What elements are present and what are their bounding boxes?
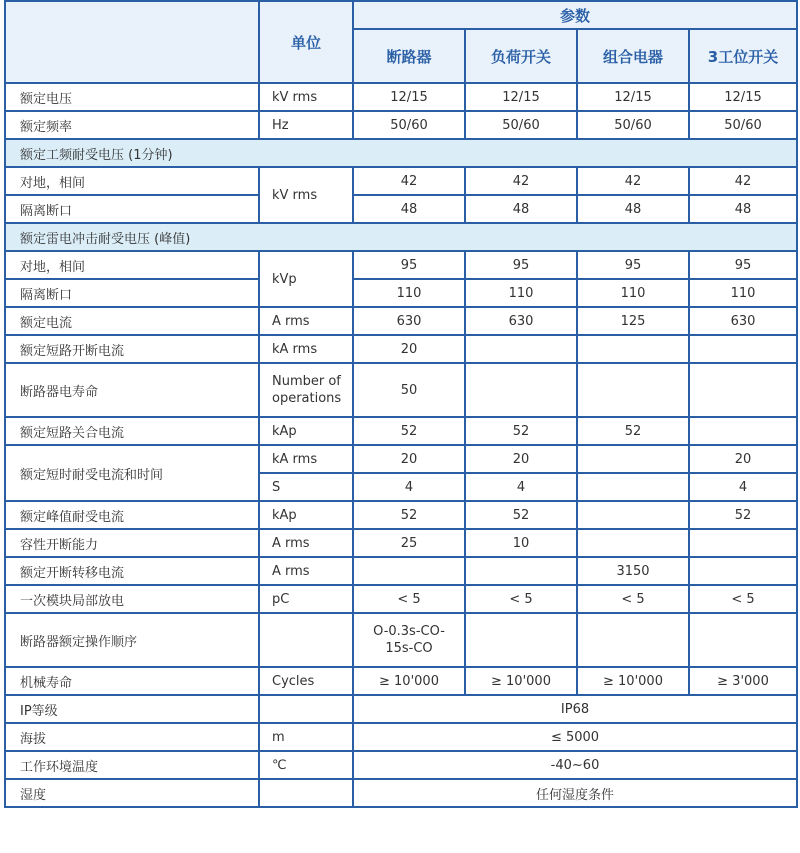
cell-merged: -40~60 <box>353 751 797 779</box>
cell: 52 <box>353 501 465 529</box>
row-label: IP等级 <box>5 695 259 723</box>
table-row <box>5 667 797 695</box>
table-row <box>5 251 797 279</box>
table-row <box>5 195 797 223</box>
table-row <box>5 695 797 723</box>
row-label: 额定短路开断电流 <box>5 335 259 363</box>
row-label: 额定短路关合电流 <box>5 417 259 445</box>
cell <box>689 417 797 445</box>
row-label: 一次模块局部放电 <box>5 585 259 613</box>
cell: 48 <box>577 195 689 223</box>
cell: 12/15 <box>577 83 689 111</box>
cell: < 5 <box>689 585 797 613</box>
cell <box>353 613 465 667</box>
cell: 95 <box>689 251 797 279</box>
row-unit: A rms <box>259 557 353 585</box>
cell: 110 <box>577 279 689 307</box>
table-row <box>5 779 797 807</box>
cell: 20 <box>353 335 465 363</box>
cell: < 5 <box>465 585 577 613</box>
cell: 110 <box>465 279 577 307</box>
row-unit: S <box>259 473 353 501</box>
header-blank <box>5 1 259 83</box>
header-col-3pos-switch: 3工位开关 <box>689 29 797 83</box>
row-unit <box>259 779 353 807</box>
cell-merged: IP68 <box>353 695 797 723</box>
cell: 12/15 <box>353 83 465 111</box>
cell: 50/60 <box>465 111 577 139</box>
cell: < 5 <box>577 585 689 613</box>
cell <box>577 445 689 473</box>
cell: ≥ 3'000 <box>689 667 797 695</box>
row-label: 隔离断口 <box>5 195 259 223</box>
table-row <box>5 279 797 307</box>
table-row <box>5 111 797 139</box>
row-unit: A rms <box>259 307 353 335</box>
row-unit: Cycles <box>259 667 353 695</box>
row-label: 对地，相间 <box>5 251 259 279</box>
cell <box>465 363 577 417</box>
row-unit: kAp <box>259 501 353 529</box>
row-label: 断路器电寿命 <box>5 363 259 417</box>
row-unit: kVp <box>259 251 353 307</box>
cell: ≥ 10'000 <box>577 667 689 695</box>
cell <box>577 335 689 363</box>
seq-line-1: O-0.3s-CO- <box>373 624 445 639</box>
table-row <box>5 167 797 195</box>
cell <box>577 473 689 501</box>
row-unit: kV rms <box>259 83 353 111</box>
table-row <box>5 417 797 445</box>
seq-line-2: 15s-CO <box>385 641 433 656</box>
cell: 48 <box>465 195 577 223</box>
cell: 12/15 <box>465 83 577 111</box>
cell: 95 <box>577 251 689 279</box>
cell: ≥ 10'000 <box>353 667 465 695</box>
cell <box>577 529 689 557</box>
cell <box>689 363 797 417</box>
cell: ≥ 10'000 <box>465 667 577 695</box>
cell: 630 <box>465 307 577 335</box>
row-label: 对地，相间 <box>5 167 259 195</box>
cell: 50/60 <box>353 111 465 139</box>
cell: 50 <box>353 363 465 417</box>
row-unit: A rms <box>259 529 353 557</box>
unit-line-2: operations <box>272 391 342 406</box>
row-unit <box>259 613 353 667</box>
cell: 52 <box>353 417 465 445</box>
cell: 42 <box>465 167 577 195</box>
table-row <box>5 751 797 779</box>
cell <box>465 557 577 585</box>
header-col-combination: 组合电器 <box>577 29 689 83</box>
cell: 3150 <box>577 557 689 585</box>
row-label: 工作环境温度 <box>5 751 259 779</box>
section-title: 额定雷电冲击耐受电压 (峰值) <box>5 223 797 251</box>
cell <box>577 363 689 417</box>
table-row <box>5 363 797 417</box>
row-label: 隔离断口 <box>5 279 259 307</box>
table-row <box>5 501 797 529</box>
cell: 125 <box>577 307 689 335</box>
cell <box>689 335 797 363</box>
row-unit: kV rms <box>259 167 353 223</box>
header-unit: 单位 <box>259 1 353 83</box>
unit-line-1: Number of <box>272 374 341 389</box>
cell <box>577 613 689 667</box>
row-label: 海拔 <box>5 723 259 751</box>
cell: 10 <box>465 529 577 557</box>
header-params: 参数 <box>353 1 797 29</box>
section-row <box>5 139 797 167</box>
row-label: 湿度 <box>5 779 259 807</box>
cell: 42 <box>353 167 465 195</box>
header-row-1 <box>5 1 797 29</box>
row-unit: kAp <box>259 417 353 445</box>
cell: 4 <box>353 473 465 501</box>
table-row <box>5 557 797 585</box>
cell <box>353 557 465 585</box>
row-label: 额定电流 <box>5 307 259 335</box>
section-row <box>5 223 797 251</box>
table-row <box>5 529 797 557</box>
row-label: 额定频率 <box>5 111 259 139</box>
cell: 630 <box>689 307 797 335</box>
table-row <box>5 613 797 667</box>
cell: 95 <box>465 251 577 279</box>
row-label: 额定峰值耐受电流 <box>5 501 259 529</box>
cell-merged: ≤ 5000 <box>353 723 797 751</box>
row-unit <box>259 695 353 723</box>
header-col-breaker: 断路器 <box>353 29 465 83</box>
cell: 48 <box>353 195 465 223</box>
row-label: 额定开断转移电流 <box>5 557 259 585</box>
cell: 110 <box>689 279 797 307</box>
cell-merged: 任何湿度条件 <box>353 779 797 807</box>
row-label: 容性开断能力 <box>5 529 259 557</box>
cell: 52 <box>689 501 797 529</box>
cell: 48 <box>689 195 797 223</box>
cell <box>465 613 577 667</box>
cell <box>689 529 797 557</box>
cell: 95 <box>353 251 465 279</box>
cell: < 5 <box>353 585 465 613</box>
cell: 52 <box>577 417 689 445</box>
cell: 50/60 <box>689 111 797 139</box>
row-label: 额定短时耐受电流和时间 <box>5 445 259 501</box>
row-unit: Hz <box>259 111 353 139</box>
cell: 50/60 <box>577 111 689 139</box>
cell: 42 <box>577 167 689 195</box>
cell: 25 <box>353 529 465 557</box>
cell: 12/15 <box>689 83 797 111</box>
cell: 52 <box>465 501 577 529</box>
row-unit: pC <box>259 585 353 613</box>
table-row <box>5 585 797 613</box>
row-unit: kA rms <box>259 335 353 363</box>
table-row <box>5 335 797 363</box>
cell: 20 <box>353 445 465 473</box>
table-row <box>5 445 797 473</box>
cell <box>689 613 797 667</box>
cell: 630 <box>353 307 465 335</box>
cell <box>689 557 797 585</box>
cell: 20 <box>465 445 577 473</box>
row-label: 断路器额定操作顺序 <box>5 613 259 667</box>
cell <box>577 501 689 529</box>
row-label: 额定电压 <box>5 83 259 111</box>
table-row <box>5 307 797 335</box>
cell: 4 <box>689 473 797 501</box>
cell: 42 <box>689 167 797 195</box>
section-title: 额定工频耐受电压 (1分钟) <box>5 139 797 167</box>
row-unit: kA rms <box>259 445 353 473</box>
table-row <box>5 83 797 111</box>
cell: 110 <box>353 279 465 307</box>
header-col-load-switch: 负荷开关 <box>465 29 577 83</box>
cell: 4 <box>465 473 577 501</box>
row-unit <box>259 363 353 417</box>
spec-table <box>4 0 798 808</box>
row-unit: ℃ <box>259 751 353 779</box>
row-unit: m <box>259 723 353 751</box>
cell: 20 <box>689 445 797 473</box>
table-row <box>5 723 797 751</box>
cell: 52 <box>465 417 577 445</box>
cell <box>465 335 577 363</box>
row-label: 机械寿命 <box>5 667 259 695</box>
